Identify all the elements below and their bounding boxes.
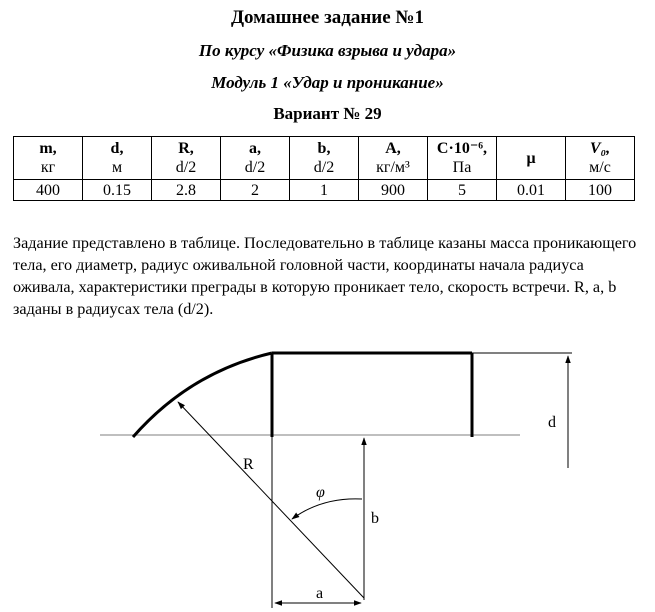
- value-cell: 5: [428, 180, 497, 201]
- symbol: R,: [178, 140, 194, 157]
- value-cell: 1: [290, 180, 359, 201]
- symbol: V₀,: [589, 140, 611, 157]
- value-cell: 900: [359, 180, 428, 201]
- label-phi: φ: [316, 484, 325, 501]
- unit: d/2: [175, 159, 197, 176]
- label-a: a: [316, 585, 324, 602]
- variant-title: Вариант № 29: [273, 104, 382, 123]
- value-cell: 2.8: [152, 180, 221, 201]
- value-cell: 2: [221, 180, 290, 201]
- page-title: Домашнее задание №1: [230, 7, 425, 28]
- symbol: b,: [317, 140, 331, 157]
- value-cell: 400: [14, 180, 83, 201]
- unit: кг/м³: [376, 159, 410, 176]
- unit: d/2: [244, 159, 266, 176]
- unit: м: [111, 159, 123, 176]
- course-title: По курсу «Физика взрыва и удара»: [198, 41, 457, 60]
- module-title: Модуль 1 «Удар и проникание»: [211, 73, 444, 92]
- ogive-arc: [133, 353, 272, 437]
- unit: кг: [40, 159, 56, 176]
- symbol: m,: [39, 140, 57, 157]
- symbol: d,: [110, 140, 124, 157]
- symbol: C·10⁻⁶,: [436, 140, 488, 157]
- unit: d/2: [313, 159, 335, 176]
- symbol: μ: [526, 149, 536, 167]
- phi-angle-arc: [292, 499, 362, 519]
- task-description: Задание представлено в таблице. Последовательно в таблице казаны масса проникающего тела, его диаметр, радиус оживальной головной части, координаты начала радиуса оживала, характеристики преграды в которую проникает тело, скорость встречи. R, a, b заданы в радиусах тела (d/2).: [13, 234, 637, 318]
- unit: Па: [452, 159, 472, 176]
- label-d: d: [548, 414, 556, 431]
- value-cell: 0.01: [497, 180, 566, 201]
- symbol: A,: [385, 140, 401, 157]
- label-r: R: [243, 456, 254, 473]
- symbol: a,: [249, 140, 261, 157]
- label-b: b: [371, 510, 379, 527]
- value-cell: 0.15: [83, 180, 152, 201]
- value-cell: 100: [566, 180, 635, 201]
- unit: м/с: [589, 159, 611, 176]
